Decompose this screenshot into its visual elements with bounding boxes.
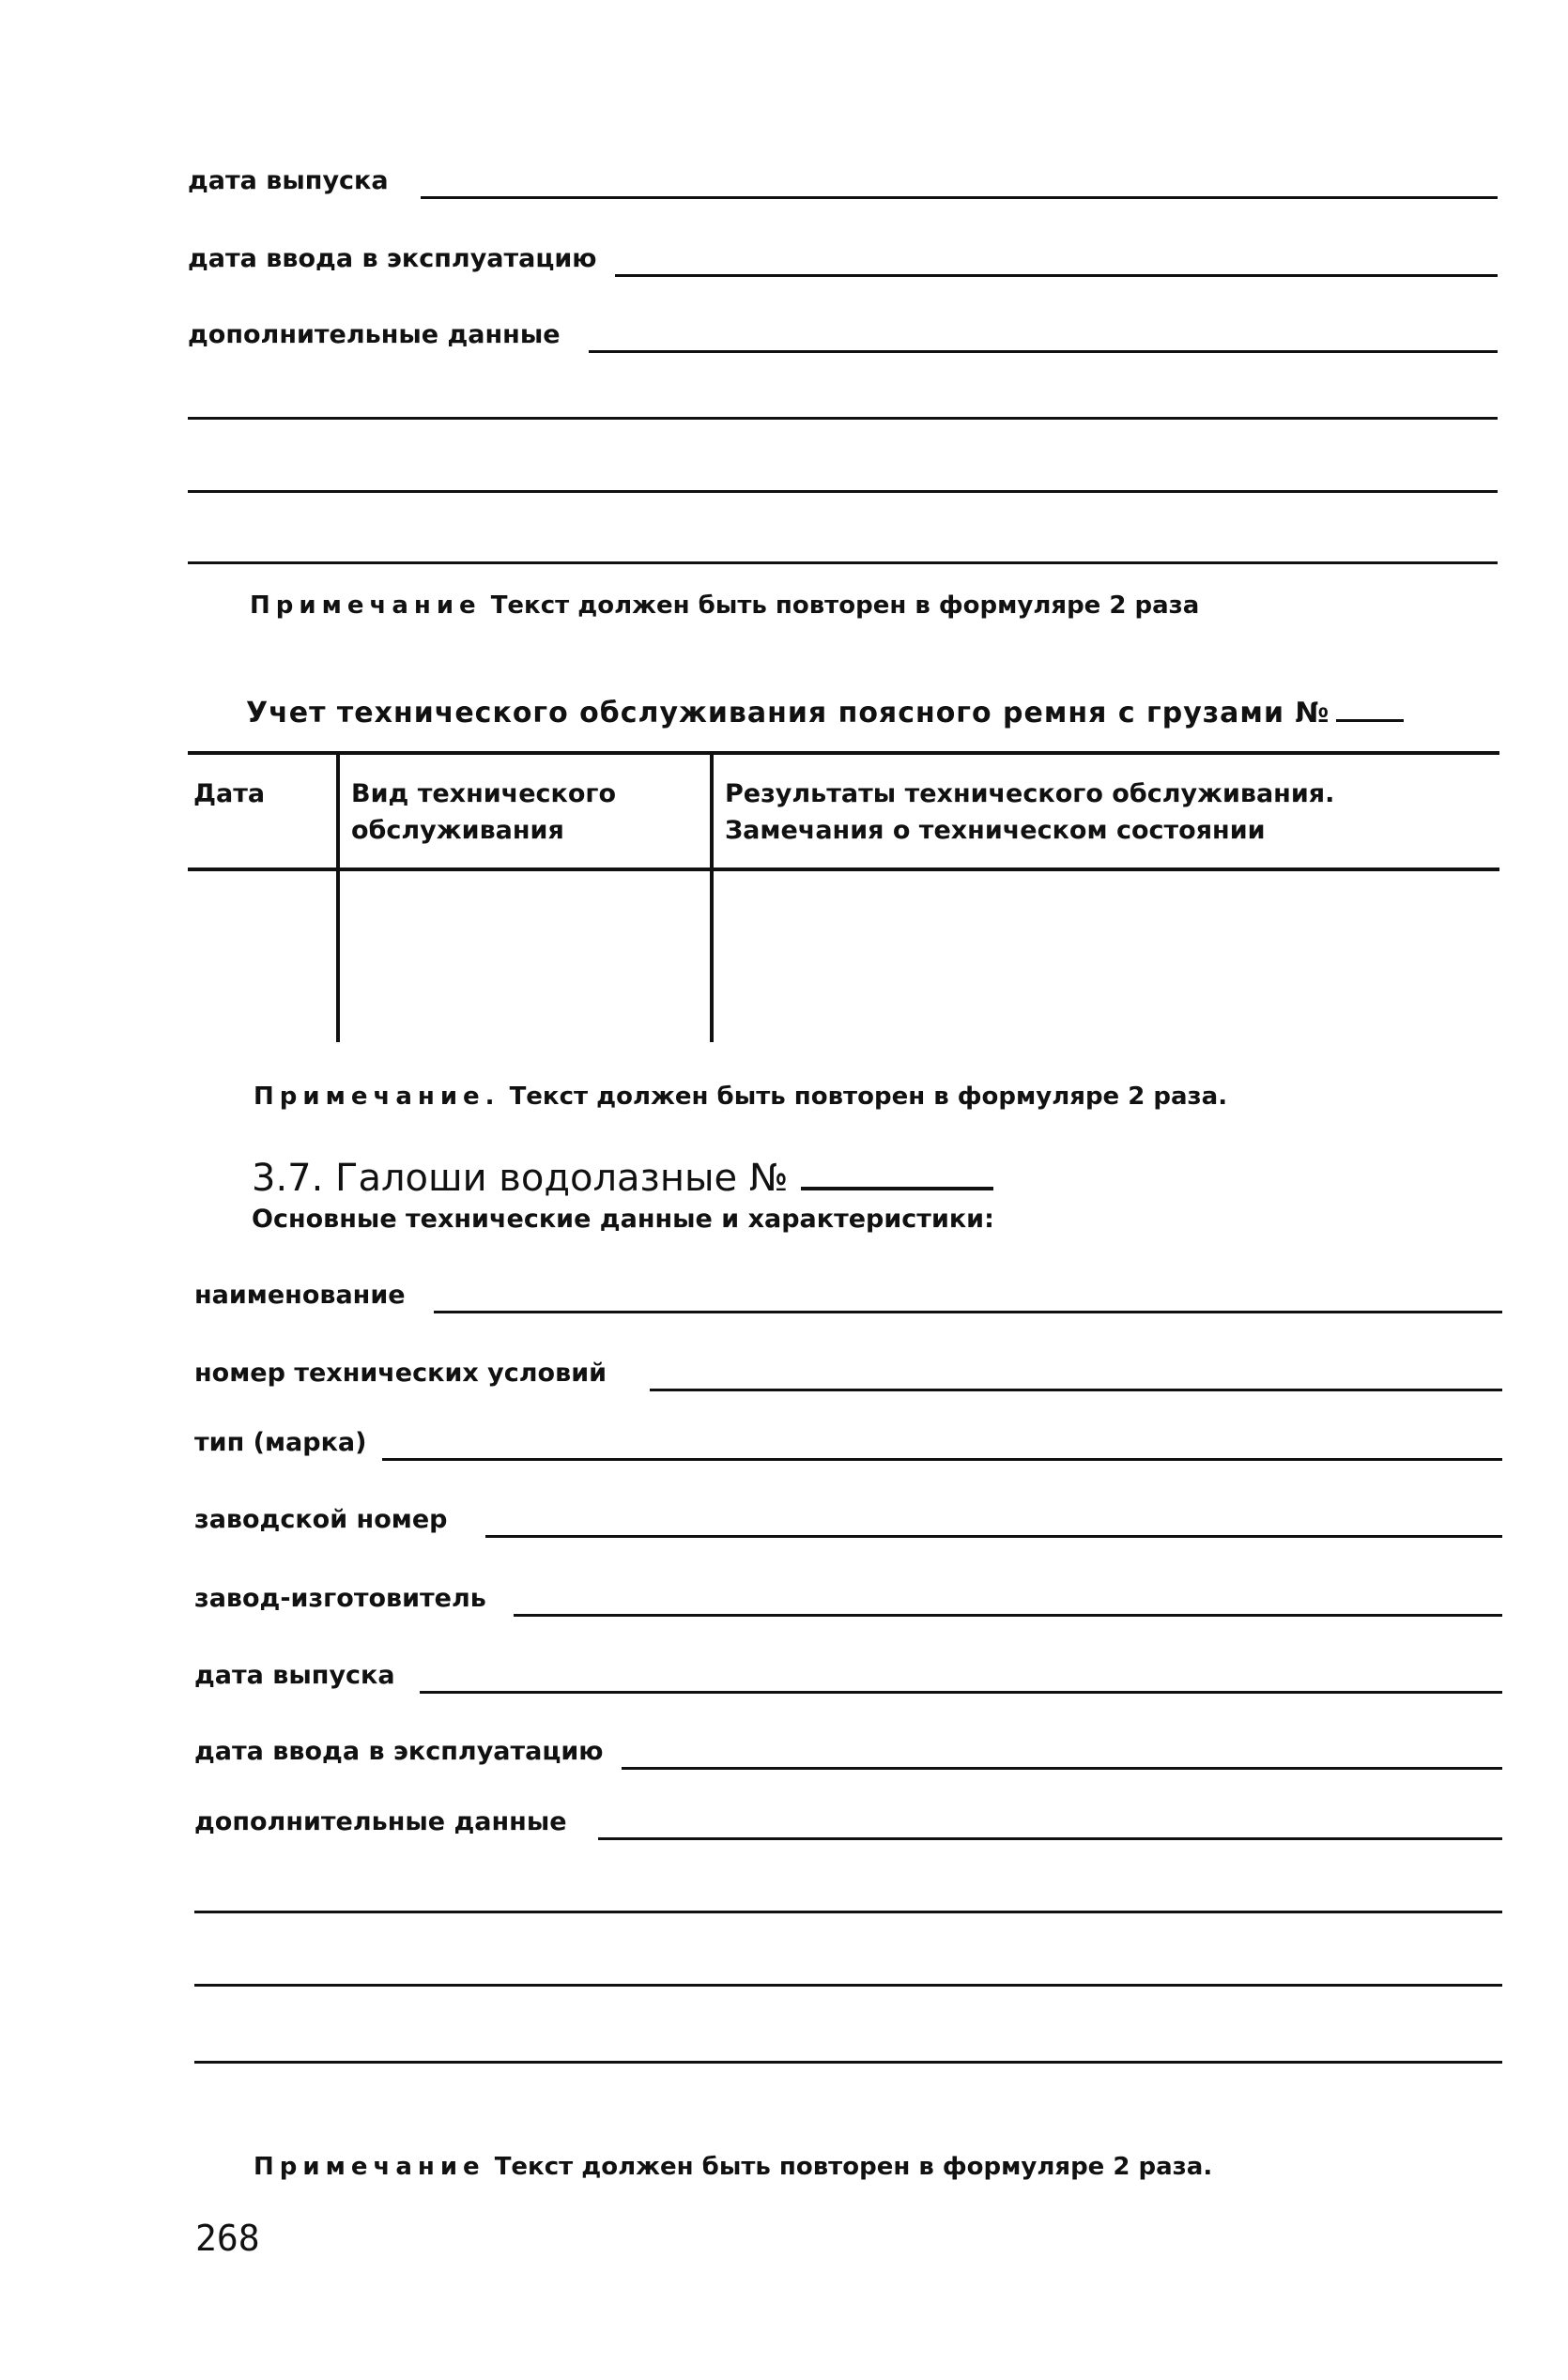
name-field xyxy=(194,1274,1502,1313)
additional-data-field xyxy=(194,1801,1502,1840)
spec-number-field xyxy=(194,1352,1502,1391)
serial-number-line[interactable] xyxy=(485,1535,1502,1538)
additional-data-line[interactable] xyxy=(589,350,1498,353)
manufacturer-field xyxy=(194,1577,1502,1617)
release-date-field xyxy=(194,1654,1502,1694)
note-text: Текст должен быть повторен в формуляре 2 раза. xyxy=(494,2153,1213,2181)
table-cell[interactable] xyxy=(712,869,1499,1042)
release-date-line[interactable] xyxy=(421,196,1498,199)
table-cell[interactable] xyxy=(188,869,338,1042)
maintenance-log-title-text: Учет технического обслуживания поясного ремня с грузами № xyxy=(246,697,1330,729)
number-blank-line[interactable] xyxy=(801,1187,993,1190)
note xyxy=(254,1084,1227,1109)
blank-line[interactable] xyxy=(194,1984,1502,1987)
manufacturer-line[interactable] xyxy=(514,1614,1502,1617)
section-title-text: 3.7. Галоши водолазные № xyxy=(252,1157,789,1200)
release-date-line[interactable] xyxy=(420,1691,1502,1694)
spec-number-line[interactable] xyxy=(650,1389,1502,1391)
commission-date-field xyxy=(188,238,1498,277)
section-title xyxy=(252,1157,993,1200)
maintenance-log-title xyxy=(246,699,1404,728)
additional-data-line[interactable] xyxy=(598,1837,1502,1840)
release-date-label: дата выпуска xyxy=(188,166,389,195)
number-blank-line[interactable] xyxy=(1336,719,1404,722)
name-label: наименование xyxy=(194,1281,406,1310)
column-header: Результаты технического обслуживания. Замечания о техническом состоянии xyxy=(712,753,1499,869)
blank-line[interactable] xyxy=(194,1911,1502,1913)
table-header-row xyxy=(188,753,1499,869)
name-line[interactable] xyxy=(434,1311,1502,1313)
type-field xyxy=(194,1421,1502,1461)
type-line[interactable] xyxy=(382,1458,1502,1461)
blank-line[interactable] xyxy=(188,561,1498,564)
table-row xyxy=(188,869,1499,1042)
commission-date-label: дата ввода в эксплуатацию xyxy=(194,1737,604,1766)
commission-date-label: дата ввода в эксплуатацию xyxy=(188,244,597,273)
commission-date-field xyxy=(194,1730,1502,1770)
note xyxy=(250,593,1199,618)
commission-date-line[interactable] xyxy=(615,274,1498,277)
blank-line[interactable] xyxy=(188,490,1498,493)
maintenance-log-table xyxy=(188,751,1499,1042)
section-subtitle: Основные технические данные и характеристики: xyxy=(252,1205,994,1234)
spec-number-label: номер технических условий xyxy=(194,1359,607,1388)
type-label: тип (марка) xyxy=(194,1428,367,1457)
note-text: Текст должен быть повторен в формуляре 2 раза. xyxy=(509,1083,1228,1111)
release-date-label: дата выпуска xyxy=(194,1661,395,1690)
blank-line[interactable] xyxy=(188,417,1498,420)
note-prefix: Примечание xyxy=(250,591,482,620)
note-text: Текст должен быть повторен в формуляре 2 раза xyxy=(490,591,1200,620)
manufacturer-label: завод-изготовитель xyxy=(194,1584,486,1613)
note xyxy=(254,2155,1212,2179)
blank-line[interactable] xyxy=(194,2061,1502,2064)
note-prefix: Примечание. xyxy=(254,1083,500,1111)
column-header: Дата xyxy=(188,753,338,869)
additional-data-label: дополнительные данные xyxy=(194,1807,567,1836)
commission-date-line[interactable] xyxy=(622,1767,1502,1770)
serial-number-label: заводской номер xyxy=(194,1505,448,1534)
table-cell[interactable] xyxy=(338,869,712,1042)
additional-data-label: дополнительные данные xyxy=(188,320,561,349)
column-header: Вид технического обслуживания xyxy=(338,753,712,869)
release-date-field xyxy=(188,160,1498,199)
note-prefix: Примечание xyxy=(254,2153,485,2181)
additional-data-field xyxy=(188,314,1498,353)
page-number: 268 xyxy=(195,2218,260,2259)
serial-number-field xyxy=(194,1498,1502,1538)
